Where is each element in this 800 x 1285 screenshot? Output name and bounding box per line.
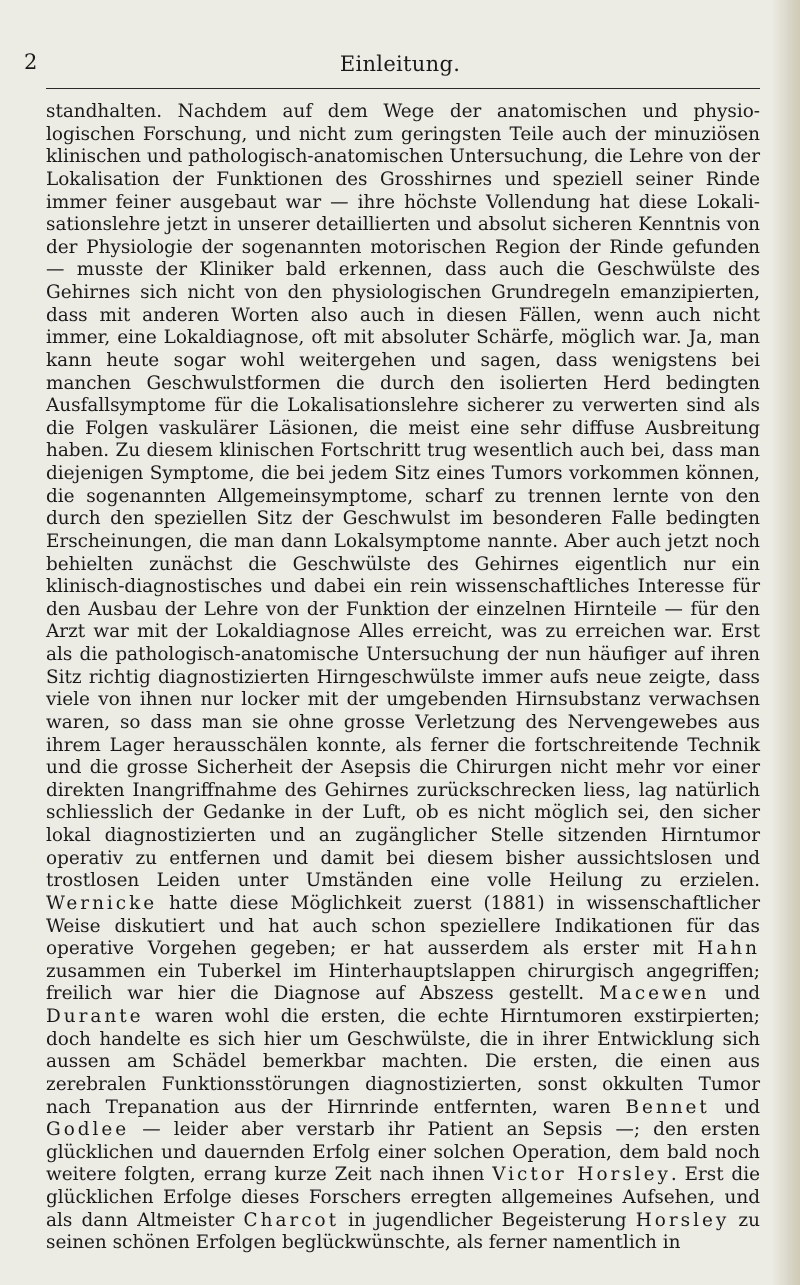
text-run: zu seinen schönen Erfolgen beglückwünschte, als ferner namentlich in — [46, 1209, 760, 1254]
person-name: Wernicke — [46, 892, 158, 914]
person-name: Hahn — [697, 938, 760, 960]
body-paragraph — [46, 101, 760, 1255]
page-number: 2 — [24, 50, 38, 74]
page-header — [0, 0, 800, 90]
text-run: — leider aber verstarb ihr Patient an Sepsis —; den ersten glücklichen und dauernden Erfolg einer solchen Operation, dem bald noch weitere folgten, errang kurze Zeit nach ihnen — [46, 1119, 760, 1186]
text-run: . Erst die glücklichen Erfolge dieses Forschers erregten allgemeines Aufsehen, und als dann Altmeister — [46, 1164, 760, 1231]
person-name: Victor Horsley — [492, 1164, 671, 1186]
text-run: in jugendlicher Begeisterung — [348, 1209, 627, 1231]
text-run: und — [724, 983, 760, 1005]
person-name: Macewen — [599, 983, 710, 1005]
text-run: waren wohl die ersten, die echte Hirntumoren exstirpierten; doch handelte es sich hier um Geschwülste, die in ihrer Entwicklung sich aussen am Schädel bemerkbar machten. Die ersten, die einen aus zerebralen Funktionsstörungen diagnostizierten, sonst okkulten Tumor nach Trepanation aus der Hirnrinde entfernten, waren — [46, 1006, 760, 1118]
text-run: zusammen ein Tuberkel im Hinterhauptslappen chirurgisch angegriffen; freilich war hier die Diagnose auf Abszess gestellt. — [46, 960, 760, 1005]
person-name: Durante — [46, 1006, 144, 1027]
text-run: und — [724, 1096, 760, 1118]
text-run: standhalten. Nachdem auf dem Wege der anatomischen und physiologischen Forschung, und nicht zum geringsten Teile auch der minuziösen klinischen und pathologisch-anatomischen Untersuchung, die Lehre von der Lokalisation der Funktionen des Grosshirnes und speziell seiner Rinde immer feiner ausgebaut war — ihre höchste Vollendung hat diese Lokalisationslehre jetzt in unserer detaillierten und absolut sicheren Kenntnis von der Physiologie der sogenannten motorischen Region der Rinde gefunden — musste der Kliniker bald erkennen, dass auch die Geschwülste des Gehirnes sich nicht von den physiologischen Grundregeln emanzipierten, dass mit anderen Worten also auch in diesen Fällen, wenn auch nicht immer, eine Lokaldiagnose, oft mit absoluter Schärfe, möglich war. Ja, man kann heute sogar wohl weitergehen und sagen, dass wenigstens bei manchen Geschwulstformen die durch den isolierten Herd bedingten Ausfallsymptome für die Lokalisationslehre sicherer zu verwerten sind als die Folgen vaskulärer Läsionen, die meist eine sehr diffuse Ausbreitung haben. Zu diesem klinischen Fortschritt trug wesentlich auch bei, dass man diejenigen Symptome, die bei jedem Sitz eines Tumors vorkommen können, die sogenannten Allgemeinsymptome, scharf zu trennen lernte von den durch den speziellen Sitz der Geschwulst im besonderen Falle bedingten Erscheinungen, die man dann Lokalsymptome nannte. Aber auch jetzt noch behielten zunächst die Geschwülste des Gehirnes eigentlich nur ein klinisch-diagnostisches und dabei ein rein wissenschaftliches Interesse für den Ausbau der Lehre von der Funktion der einzelnen Hirnteile — für den Arzt war mit der Lokaldiagnose Alles erreicht, was zu erreichen war. Erst als die pathologisch-anatomische Untersuchung der nun häufiger auf ihren Sitz richtig diagnostizierten Hirngeschwülste immer aufs neue zeigte, dass viele von ihnen nur locker mit der umgebenden Hirnsubstanz verwachsen waren, so dass man sie ohne grosse Verletzung des Nervengewebes aus ihrem Lager herausschälen konnte, als ferner die fortschreitende Technik und die grosse Sicherheit der Asepsis die Chirurgen nicht mehr vor einer direkten Inangriffnahme des Gehirnes zurückschrecken liess, lag natürlich schliesslich der Gedanke in der Luft, ob es nicht möglich sei, den sicher lokal diagnostizierten und an zugänglicher Stelle sitzenden Hirntumor operativ zu entfernen und damit bei diesem bisher aussichtslosen und trostlosen Leiden unter Umständen eine volle Heilung zu erzielen. — [46, 101, 760, 892]
text-run: hatte diese Möglichkeit zuerst (1881) in wissenschaftlicher Weise diskutiert und hat auch schon speziellere Indikationen für das operative Vorgehen gegeben; er hat ausserdem als erster mit — [46, 892, 760, 960]
person-name: Godlee — [46, 1119, 130, 1141]
page-edge-shadow — [772, 0, 800, 1285]
person-name: Bennet — [625, 1096, 710, 1118]
person-name: Charcot — [243, 1209, 339, 1231]
header-rule — [46, 88, 760, 89]
person-name: Horsley — [635, 1209, 730, 1231]
running-head: Einleitung. — [339, 52, 461, 76]
